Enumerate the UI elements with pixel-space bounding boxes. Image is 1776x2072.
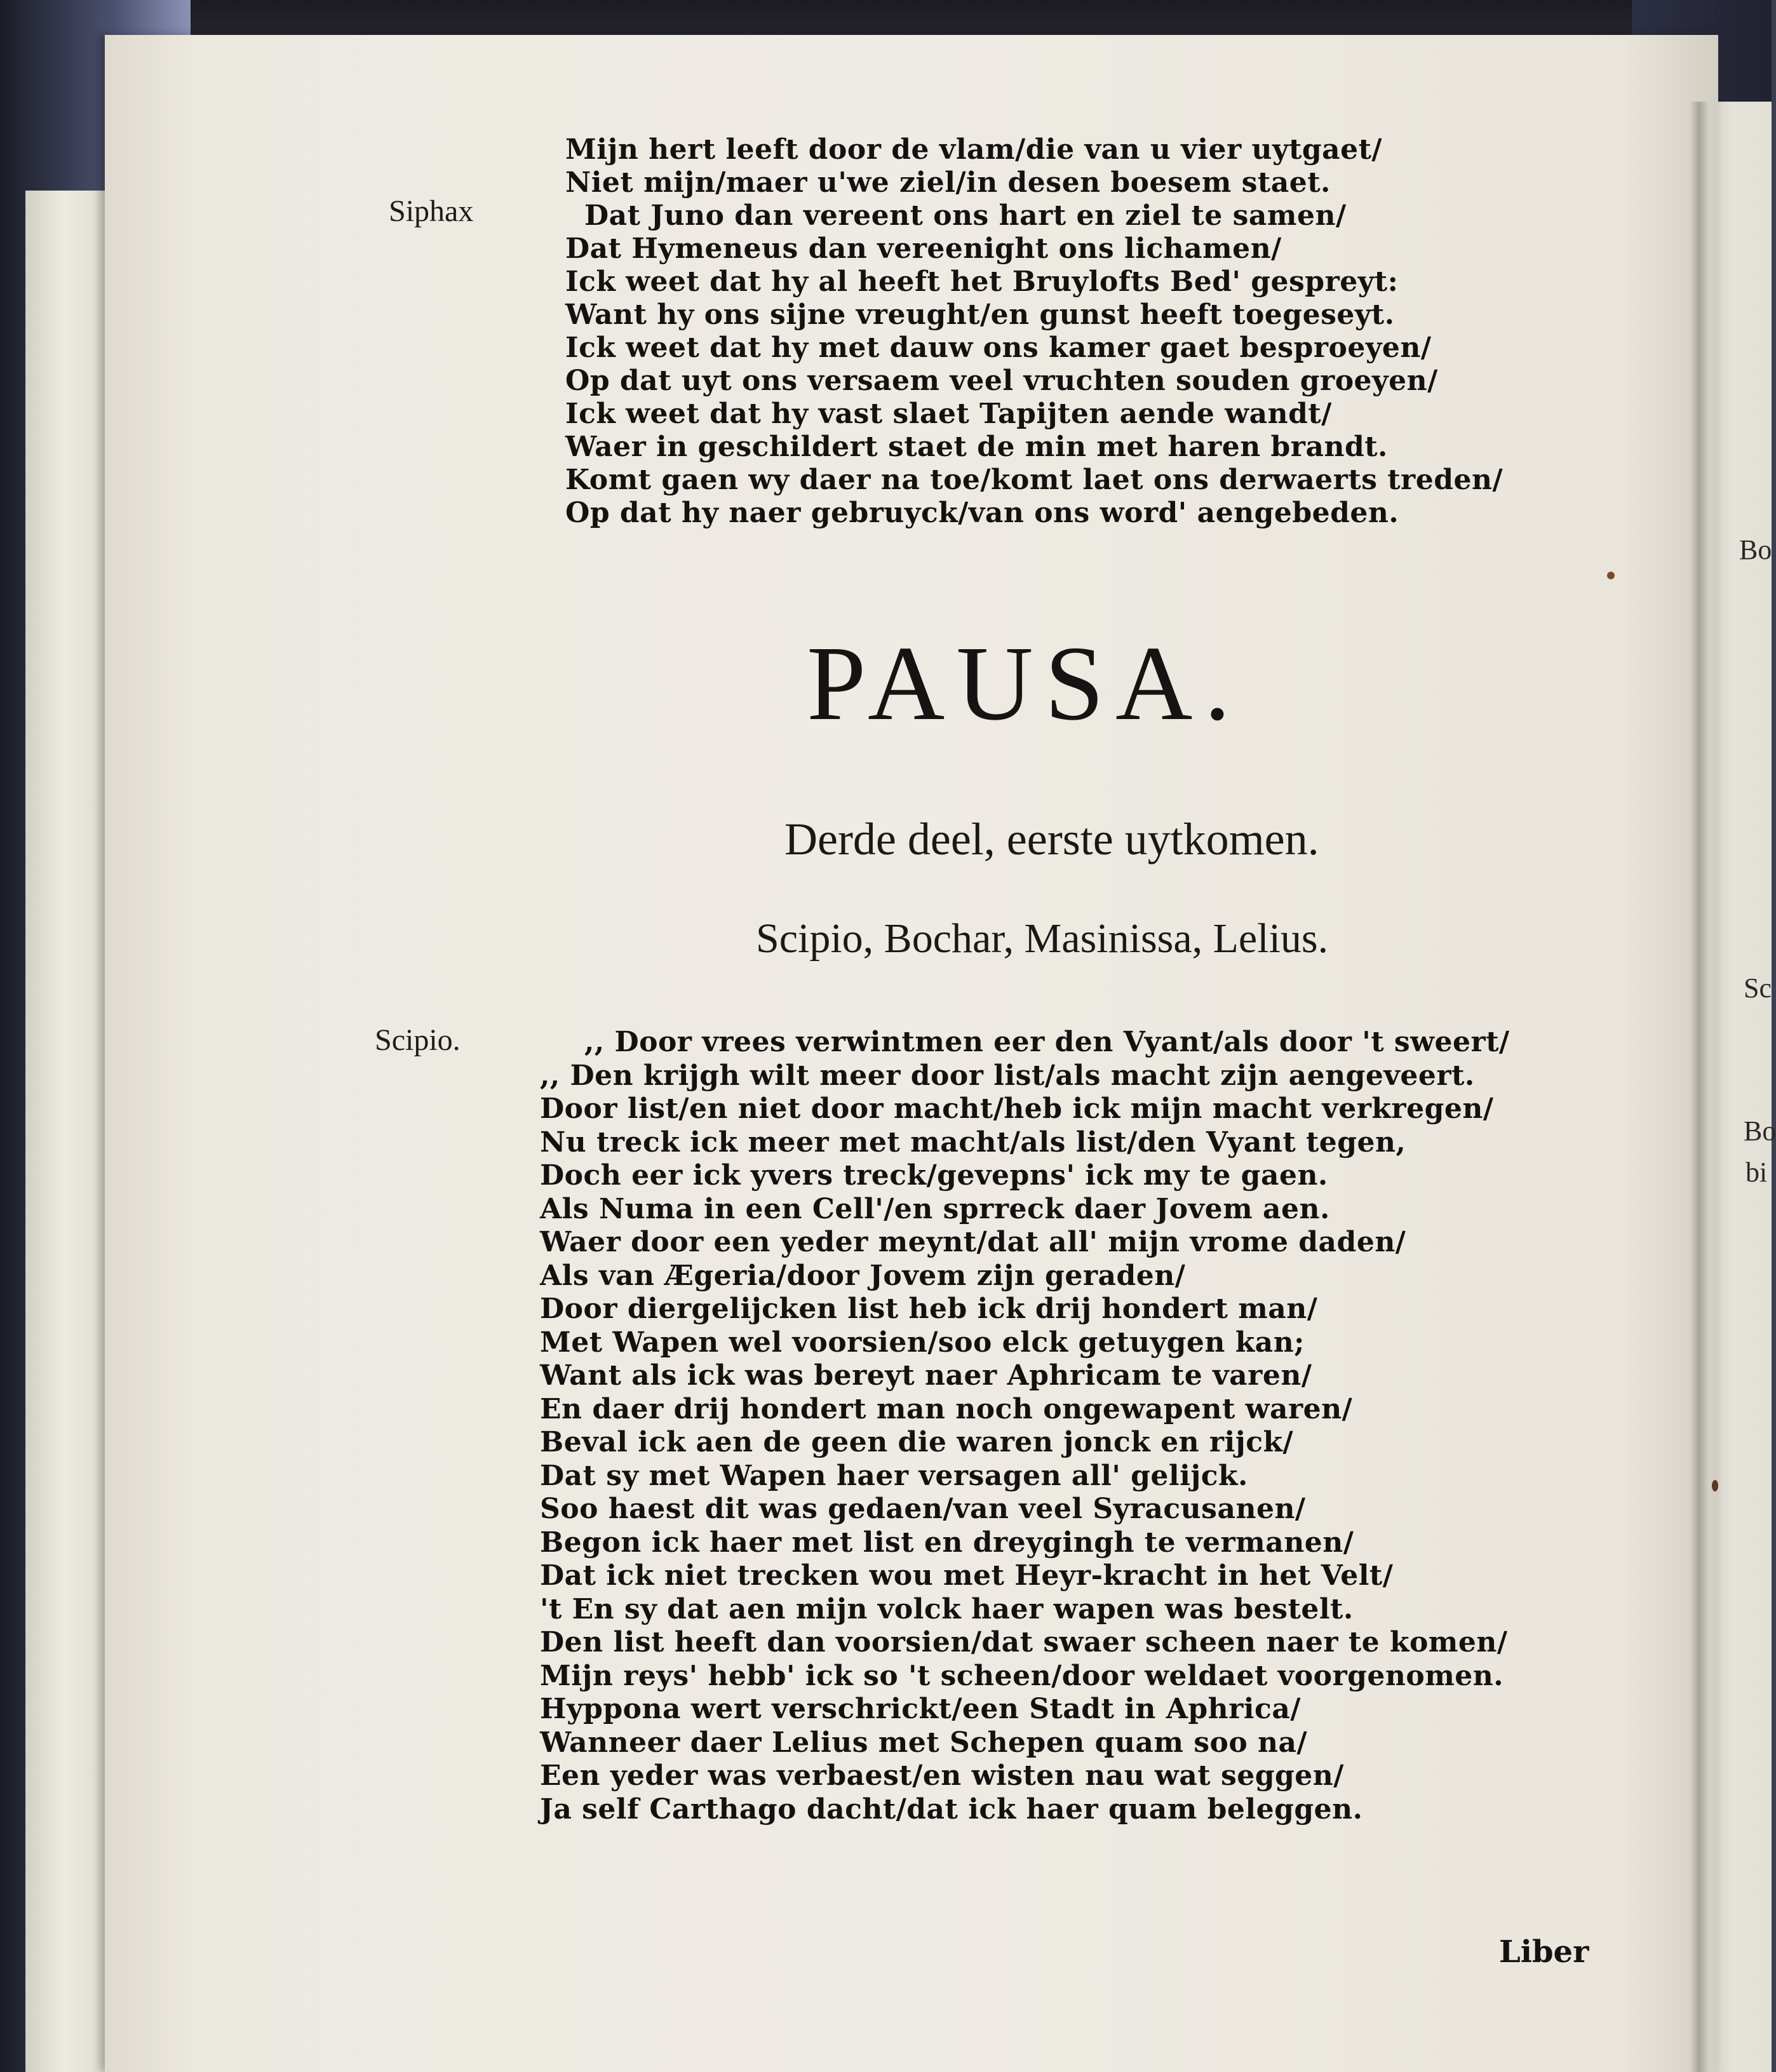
verse-line: Dat Hymeneus dan vereenight ons lichamen/: [565, 232, 1282, 265]
section-subheading: Derde deel, eerste uytkomen.: [784, 814, 1319, 864]
verse-line: Dat Juno dan vereent ons hart en ziel te samen/: [584, 199, 1347, 232]
verse-line: Beval ick aen de geen die waren jonck en rijck/: [540, 1426, 1294, 1458]
facing-page-fragment: Bo: [1739, 534, 1772, 565]
verse-line: Want hy ons sijne vreught/en gunst heeft toegeseyt.: [565, 299, 1395, 331]
verse-line: Mijn reys' hebb' ick so 't scheen/door weldaet voorgenomen.: [540, 1659, 1504, 1692]
verse-line: En daer drij hondert man noch ongewapent waren/: [540, 1392, 1353, 1425]
verse-line: Op dat hy naer gebruyck/van ons word' aengebeden.: [565, 497, 1399, 529]
verse-line: ,, Door vrees verwintmen eer den Vyant/als door 't sweert/: [584, 1026, 1510, 1058]
foxing-spot: [1607, 572, 1615, 579]
verse-line: Als van Ægeria/door Jovem zijn geraden/: [540, 1259, 1186, 1292]
verse-block-1: [565, 133, 1503, 530]
book-gutter: [1690, 102, 1709, 2072]
verse-line: Dat sy met Wapen haer versagen all' gelijck.: [540, 1459, 1248, 1492]
facing-page-fragment: Bo: [1744, 1115, 1776, 1147]
verse-line: Want als ick was bereyt naer Aphricam te varen/: [540, 1359, 1312, 1392]
verse-line: Komt gaen wy daer na toe/komt laet ons derwaerts treden/: [565, 464, 1504, 496]
facing-page-fragment: Sc: [1744, 972, 1772, 1004]
verse-line: 't En sy dat aen mijn volck haer wapen was bestelt.: [540, 1592, 1354, 1625]
verse-line: Begon ick haer met list en dreygingh te vermanen/: [540, 1526, 1354, 1559]
verse-line: Waer door een yeder meynt/dat all' mijn vrome daden/: [540, 1226, 1406, 1258]
foxing-spot: [1712, 1480, 1718, 1491]
verse-line: Als Numa in een Cell'/en sprreck daer Jovem aen.: [540, 1192, 1330, 1225]
verse-line: Door diergelijcken list heb ick drij hondert man/: [540, 1293, 1318, 1325]
verse-line: Met Wapen wel voorsien/soo elck getuygen kan;: [540, 1326, 1305, 1359]
section-heading: PAUSA.: [807, 624, 1242, 743]
verse-line: Ick weet dat hy vast slaet Tapijten aende wandt/: [565, 398, 1332, 430]
verse-line: Mijn hert leeft door de vlam/die van u vier uytgaet/: [565, 133, 1382, 166]
facing-page-fragment: bi: [1746, 1157, 1768, 1188]
verse-line: Een yeder was verbaest/en wisten nau wat seggen/: [540, 1759, 1344, 1792]
speaker-scipio: Scipio.: [375, 1023, 461, 1057]
verse-line: Wanneer daer Lelius met Schepen quam soo na/: [540, 1726, 1308, 1759]
verse-line: Op dat uyt ons versaem veel vruchten souden groeyen/: [565, 365, 1438, 397]
verse-line: Dat ick niet trecken wou met Heyr-kracht in het Velt/: [540, 1559, 1394, 1592]
verse-line: Ja self Carthago dacht/dat ick haer quam beleggen.: [540, 1793, 1363, 1826]
verse-line: ,, Den krijgh wilt meer door list/als macht zijn aengeveert.: [540, 1059, 1475, 1092]
verse-line: Ick weet dat hy met dauw ons kamer gaet besproeyen/: [565, 332, 1432, 364]
character-list: Scipio, Bochar, Masinissa, Lelius.: [756, 915, 1329, 962]
catchword: Liber: [1499, 1934, 1589, 1970]
verse-block-2: [540, 1026, 1510, 1826]
verse-line: Niet mijn/maer u'we ziel/in desen boesem staet.: [565, 166, 1331, 199]
verse-line: Den list heeft dan voorsien/dat swaer scheen naer te komen/: [540, 1626, 1508, 1658]
verse-line: Ick weet dat hy al heeft het Bruylofts Bed' gespreyt:: [565, 266, 1399, 298]
verse-line: Waer in geschildert staet de min met haren brandt.: [565, 431, 1388, 463]
speaker-siphax: Siphax: [389, 194, 474, 228]
verse-line: Soo haest dit was gedaen/van veel Syracusanen/: [540, 1493, 1306, 1525]
verse-line: Nu treck ick meer met macht/als list/den Vyant tegen,: [540, 1126, 1406, 1159]
verse-line: Hyppona wert verschrickt/een Stadt in Aphrica/: [540, 1693, 1301, 1725]
verse-line: Doch eer ick yvers treck/gevepns' ick my te gaen.: [540, 1159, 1328, 1192]
verse-line: Door list/en niet door macht/heb ick mijn macht verkregen/: [540, 1093, 1494, 1125]
